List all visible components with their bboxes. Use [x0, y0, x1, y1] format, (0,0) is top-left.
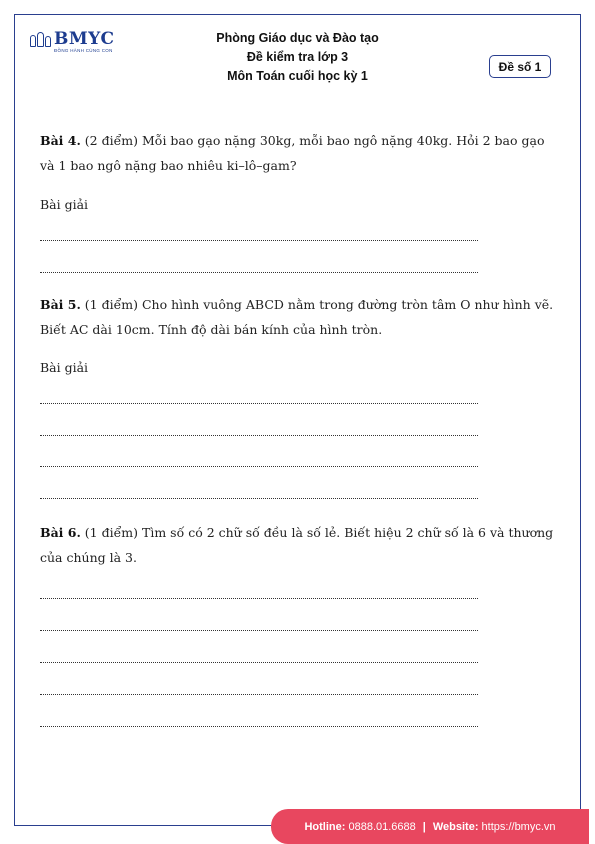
- problem-4: [40, 128, 556, 178]
- answer-line: [40, 662, 478, 663]
- answer-line: [40, 272, 478, 273]
- bmyc-logo: [30, 30, 115, 54]
- problem-number: Bài 6.: [40, 525, 81, 540]
- exam-number-badge: Đề số 1: [489, 55, 551, 78]
- answer-line: [40, 240, 478, 241]
- problem-5: [40, 292, 556, 342]
- answer-line: [40, 466, 478, 467]
- logo-tagline: ĐỒNG HÀNH CÙNG CON: [54, 48, 113, 53]
- contact-footer: [271, 809, 589, 844]
- header-department: Phòng Giáo dục và Đào tạo: [216, 31, 379, 45]
- problem-text: (1 điểm) Tìm số có 2 chữ số đều là số lẻ. Biết hiệu 2 chữ số là 6 và thương của chúng là 3.: [40, 525, 554, 565]
- problem-number: Bài 5.: [40, 297, 81, 312]
- answer-line: [40, 403, 478, 404]
- solution-label: Bài giải: [40, 197, 89, 212]
- header-subject: Môn Toán cuối học kỳ 1: [227, 69, 368, 83]
- answer-line: [40, 630, 478, 631]
- answer-line: [40, 435, 478, 436]
- website-link[interactable]: https://bmyc.vn: [481, 820, 556, 833]
- answer-line: [40, 498, 478, 499]
- problem-number: Bài 4.: [40, 133, 81, 148]
- answer-line: [40, 726, 478, 727]
- solution-label: Bài giải: [40, 360, 89, 375]
- exam-header: [150, 29, 445, 86]
- hotline-number[interactable]: 0888.01.6688: [348, 820, 416, 833]
- problem-text: (1 điểm) Cho hình vuông ABCD nằm trong đường tròn tâm O như hình vẽ. Biết AC dài 10cm. Tính độ dài bán kính của hình tròn.: [40, 297, 554, 337]
- answer-line: [40, 694, 478, 695]
- hotline-label: Hotline:: [304, 820, 346, 833]
- footer-separator: |: [422, 820, 426, 833]
- logo-mark-icon: [30, 32, 51, 47]
- website-label: Website:: [432, 820, 479, 833]
- answer-line: [40, 598, 478, 599]
- header-exam-title: Đề kiểm tra lớp 3: [246, 50, 349, 64]
- logo-name: BMYC: [54, 29, 115, 49]
- problem-text: (2 điểm) Mỗi bao gạo nặng 30kg, mỗi bao ngô nặng 40kg. Hỏi 2 bao gạo và 1 bao ngô nặng bao nhiêu ki–lô–gam?: [40, 133, 545, 173]
- problem-6: [40, 520, 556, 570]
